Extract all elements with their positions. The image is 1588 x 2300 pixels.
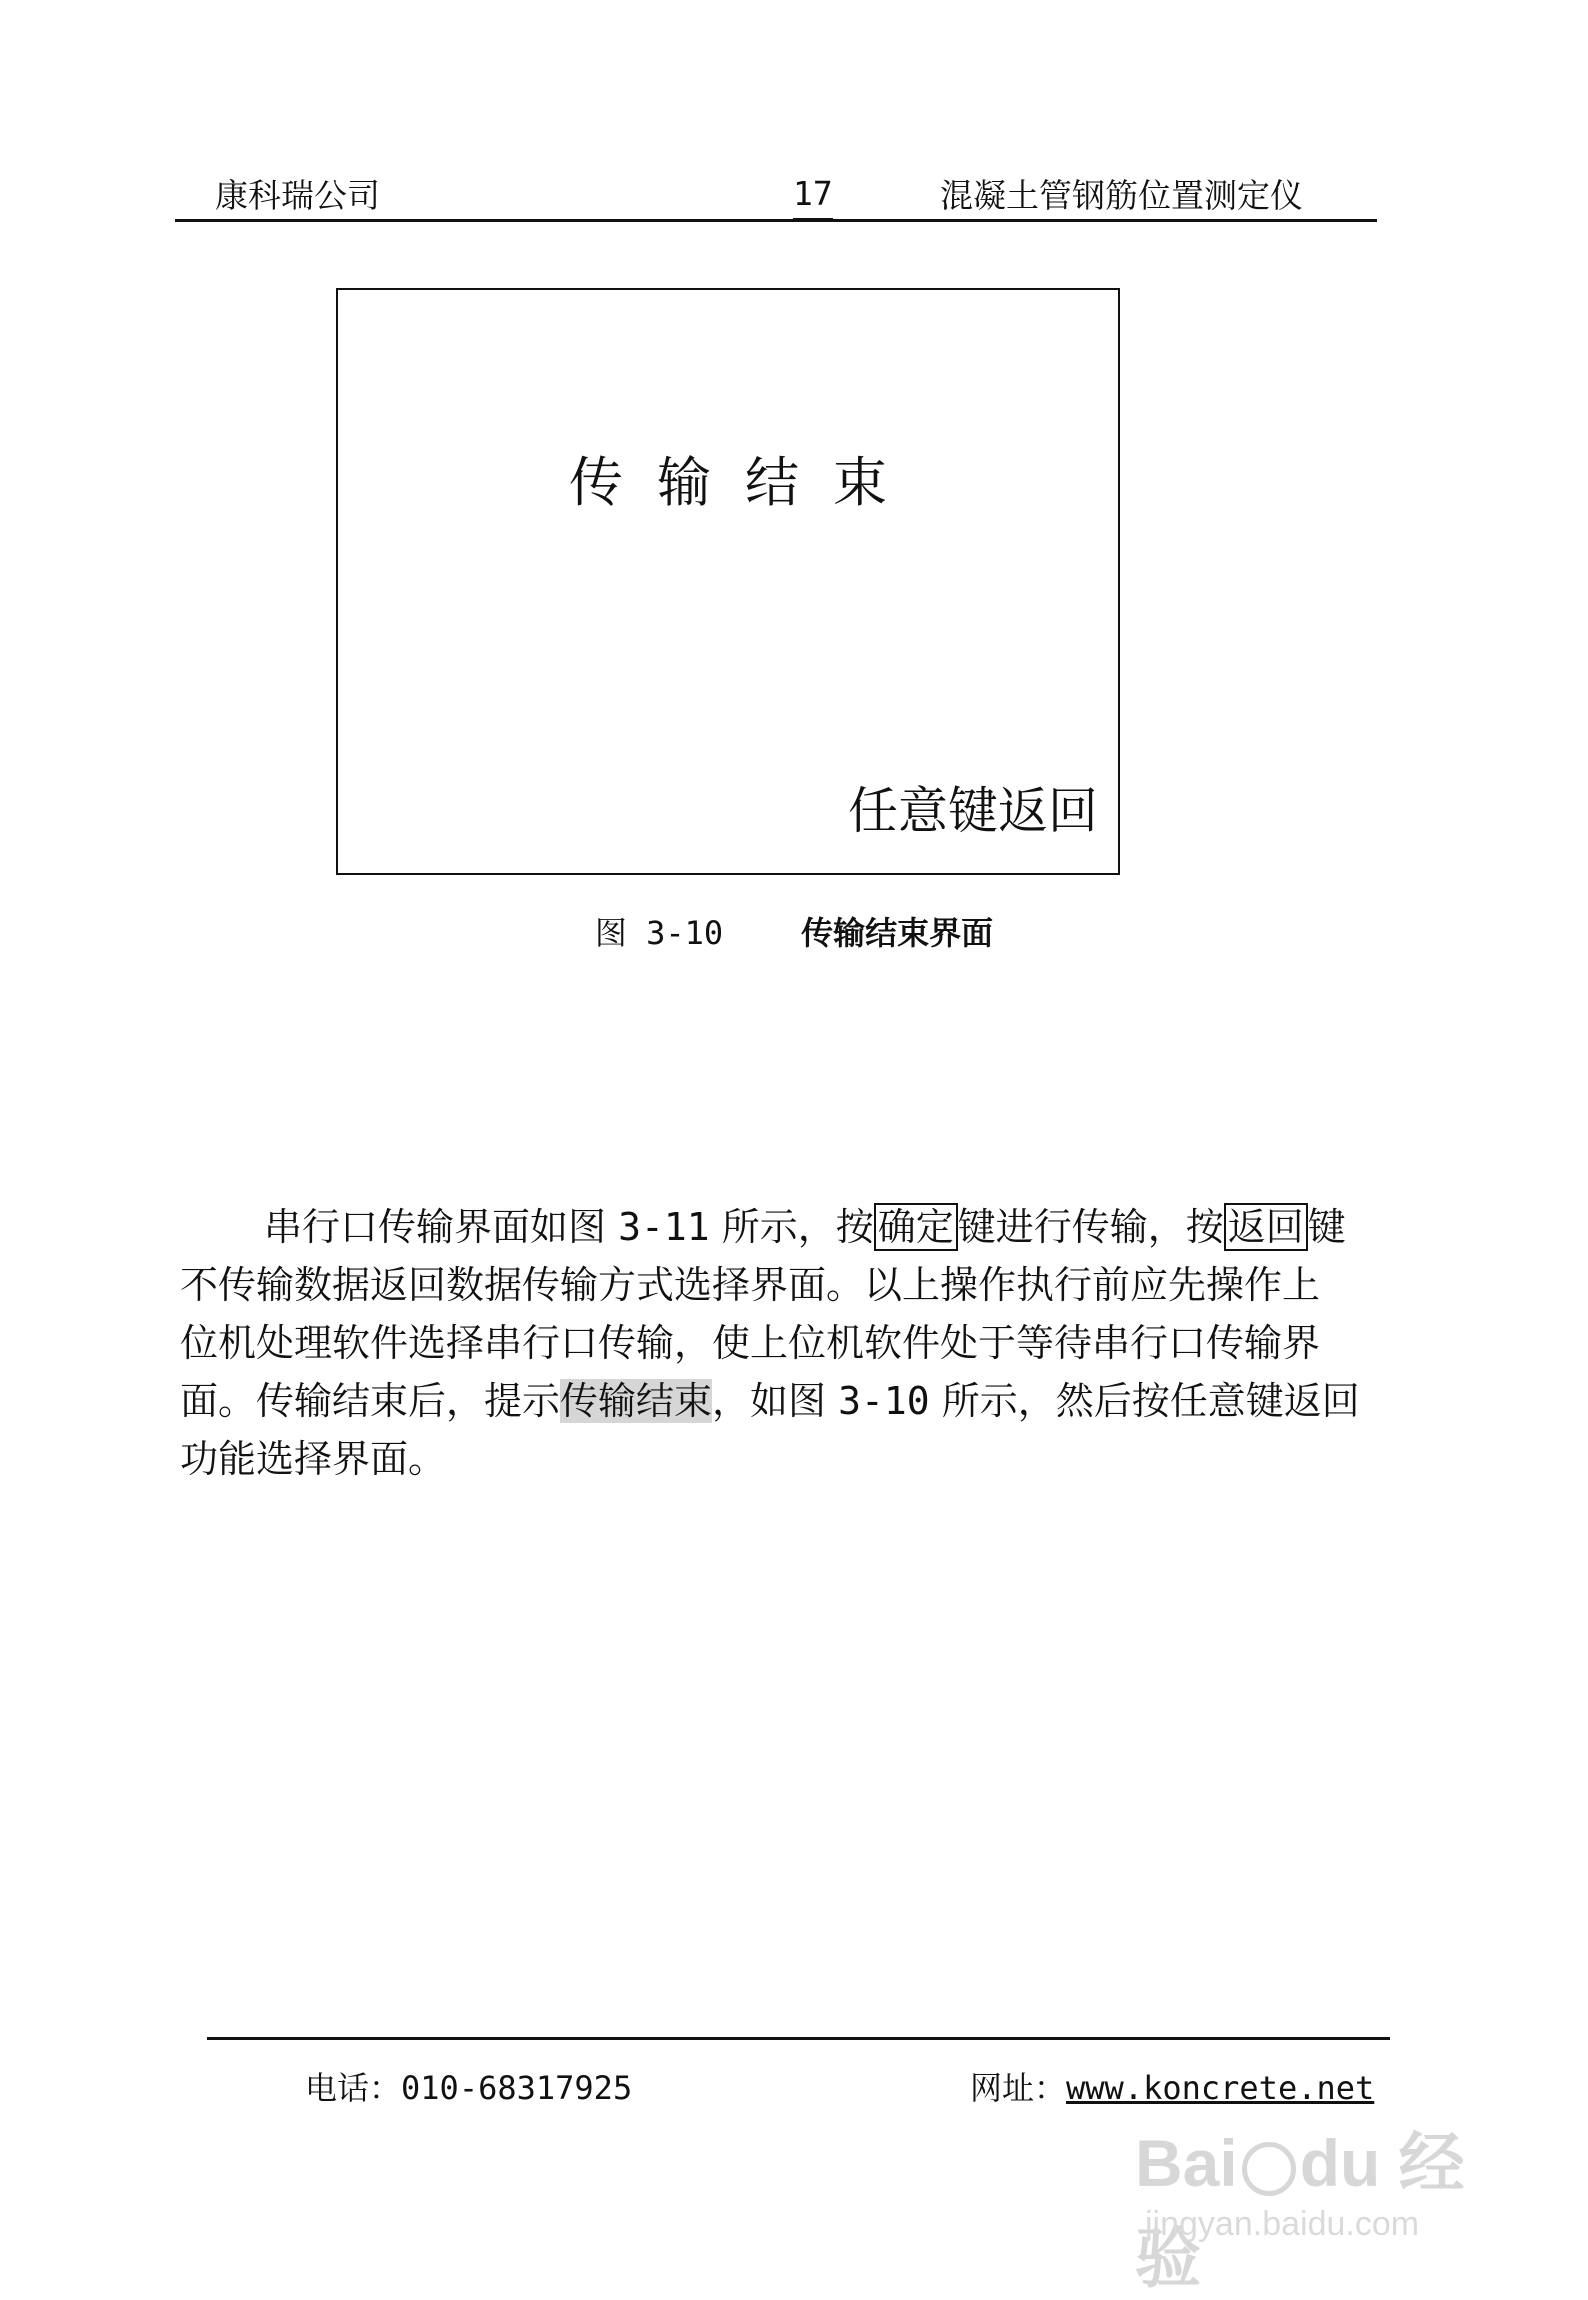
- text-run: 键: [1307, 1205, 1346, 1249]
- footer-phone: [305, 2063, 632, 2109]
- website-label: 网址：: [970, 2069, 1067, 2107]
- body-paragraph: [180, 1198, 1450, 1488]
- phone-label: 电话：: [305, 2069, 402, 2107]
- paragraph-line: [180, 1198, 1450, 1256]
- paragraph-line: [180, 1372, 1450, 1430]
- caption-number: 图 3-10: [594, 914, 724, 952]
- back-key-label: 返回: [1224, 1203, 1308, 1251]
- header-doc-title: 混凝土管钢筋位置测定仪: [940, 176, 1303, 215]
- footer-website: [970, 2063, 1374, 2109]
- text-run: 键进行传输，按: [957, 1205, 1224, 1249]
- header-company: 康科瑞公司: [215, 176, 380, 215]
- text-run: 所示，然后按任意键返回: [929, 1379, 1360, 1423]
- watermark-logo: Bai du 经验: [1135, 2126, 1465, 2295]
- website-link[interactable]: www.koncrete.net: [1066, 2069, 1375, 2107]
- phone-value: 010-68317925: [401, 2069, 633, 2107]
- figure-ref: 3-11: [618, 1205, 710, 1249]
- baidu-watermark: [1135, 2110, 1515, 2295]
- figure-caption: [0, 908, 1588, 954]
- watermark-url: jingyan.baidu.com: [1145, 2205, 1420, 2243]
- screen-hint: 任意键返回: [848, 782, 1098, 840]
- footer-divider: [207, 2037, 1390, 2040]
- paragraph-line: 功能选择界面。: [180, 1437, 447, 1481]
- caption-text: 传输结束界面: [801, 914, 994, 952]
- text-run: 串行口传输界面如图: [264, 1205, 619, 1249]
- text-run: 面。传输结束后，提示: [180, 1379, 561, 1423]
- paragraph-line: 不传输数据返回数据传输方式选择界面。以上操作执行前应先操作上: [180, 1263, 1321, 1307]
- page-number: 17: [793, 170, 833, 221]
- text-run: ，如图: [712, 1379, 839, 1423]
- device-screen-figure: [336, 288, 1120, 875]
- confirm-key-label: 确定: [874, 1203, 958, 1251]
- text-run: 所示，按: [709, 1205, 874, 1249]
- screen-title: 传输结束: [569, 451, 921, 514]
- header-divider: [175, 219, 1377, 222]
- figure-ref: 3-10: [838, 1379, 930, 1423]
- highlighted-prompt: 传输结束: [560, 1379, 713, 1423]
- paw-icon: [1242, 2142, 1296, 2196]
- paragraph-line: 位机处理软件选择串行口传输，使上位机软件处于等待串行口传输界: [180, 1321, 1321, 1365]
